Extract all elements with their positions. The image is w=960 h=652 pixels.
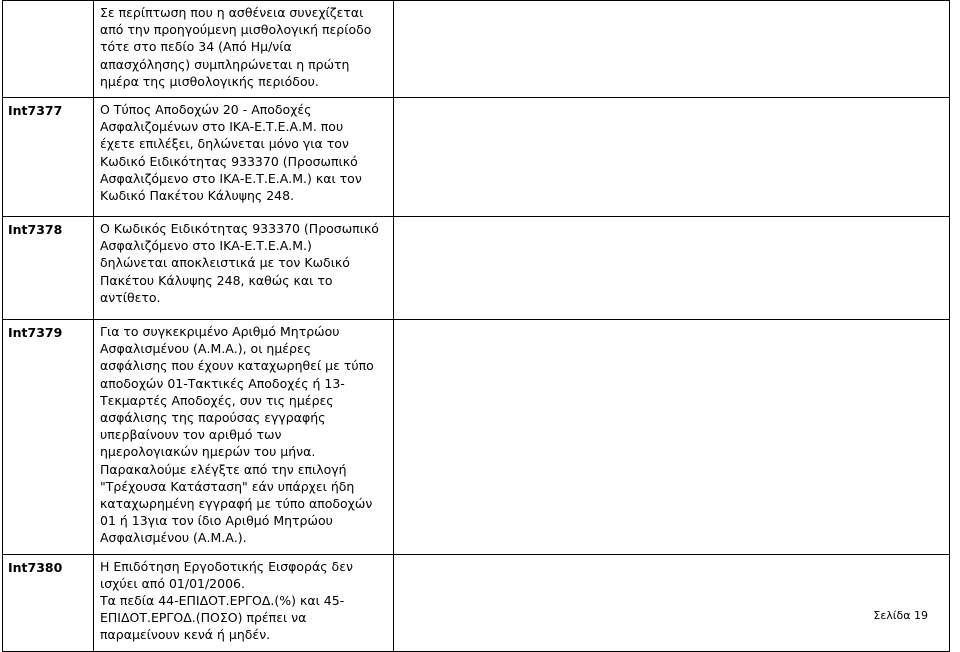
- description-line: Ασφαλισμένου (Α.Μ.Α.), οι ημέρες: [100, 341, 312, 357]
- empty-cell: [394, 98, 950, 217]
- error-description-cell: [94, 98, 394, 217]
- table-row: [3, 98, 950, 217]
- description-line: "Τρέχουσα Κατάσταση" εάν υπάρχει ήδη: [100, 478, 355, 494]
- description-line: Για το συγκεκριμένο Αριθμό Μητρώου: [100, 324, 340, 340]
- description-line: Σε περίπτωση που η ασθένεια συνεχίζεται: [100, 5, 364, 20]
- description-line: δηλώνεται αποκλειστικά με τον Κωδικό: [100, 255, 350, 271]
- description-line: ΕΠΙΔΟΤ.ΕΡΓΟΔ.(ΠΟΣΟ) πρέπει να: [100, 610, 307, 626]
- description-line: καταχωρημένη εγγραφή με τύπο αποδοχών: [100, 496, 373, 512]
- description-line: έχετε επιλέξει, δηλώνεται μόνο για τον: [100, 136, 349, 152]
- description-line: ισχύει από 01/01/2006.: [100, 575, 245, 591]
- description-line: 01 ή 13για τον ίδιο Αριθμό Μητρώου: [100, 513, 333, 529]
- description-line: Ασφαλισμένου (Α.Μ.Α.).: [100, 530, 247, 546]
- description-line: Κωδικό Πακέτου Κάλυψης 248.: [100, 188, 295, 204]
- description-line: Κωδικό Ειδικότητας 933370 (Προσωπικό: [100, 153, 358, 169]
- empty-cell: [394, 320, 950, 555]
- table-row: [3, 320, 950, 555]
- table-row: [3, 1, 950, 98]
- error-code-cell: [3, 1, 94, 98]
- error-description-cell: [94, 320, 394, 555]
- table-row: [3, 217, 950, 320]
- description-line: Ασφαλιζόμενο στο ΙΚΑ-Ε.Τ.Ε.Α.Μ.) και τον: [100, 170, 362, 186]
- error-description-cell: [94, 217, 394, 320]
- error-code-cell: Int7380: [3, 554, 94, 651]
- rules-table-body: [3, 1, 950, 652]
- error-description-cell: [94, 1, 394, 98]
- description-line: υπερβαίνουν τον αριθμό των: [100, 427, 282, 443]
- empty-cell: [394, 554, 950, 651]
- description-line: Παρακαλούμε ελέγξτε από την επιλογή: [100, 461, 347, 477]
- description-line: ασφάλισης της παρούσας εγγραφής: [100, 410, 326, 426]
- empty-cell: [394, 217, 950, 320]
- error-code-cell: Int7377: [3, 98, 94, 217]
- description-line: Τεκμαρτές Αποδοχές, συν τις ημέρες: [100, 392, 334, 408]
- description-line: Τα πεδία 44-ΕΠΙΔΟΤ.ΕΡΓΟΔ.(%) και 45-: [100, 593, 345, 609]
- description-line: ημερολογιακών ημερών του μήνα.: [100, 444, 316, 460]
- page-number: Σελίδα 19: [873, 609, 928, 622]
- description-line: απασχόλησης) συμπληρώνεται η πρώτη: [100, 56, 350, 72]
- table-row: [3, 554, 950, 651]
- description-line: τότε στο πεδίο 34 (Από Ημ/νία: [100, 39, 292, 55]
- error-description-cell: [94, 554, 394, 651]
- description-line: Ασφαλιζομένων στο ΙΚΑ-Ε.Τ.Ε.Α.Μ. που: [100, 119, 344, 135]
- description-line: Πακέτου Κάλυψης 248, καθώς και το: [100, 272, 333, 288]
- error-code-cell: Int7379: [3, 320, 94, 555]
- description-line: Ασφαλιζόμενο στο ΙΚΑ-Ε.Τ.Ε.Α.Μ.): [100, 238, 312, 254]
- description-line: αντίθετο.: [100, 289, 161, 305]
- description-line: παραμείνουν κενά ή μηδέν.: [100, 627, 271, 643]
- description-line: ημέρα της μισθολογικής περιόδου.: [100, 73, 319, 89]
- description-line: ασφάλισης που έχουν καταχωρηθεί με τύπο: [100, 358, 374, 374]
- error-code-cell: Int7378: [3, 217, 94, 320]
- description-line: από την προηγούμενη μισθολογική περίοδο: [100, 22, 372, 38]
- empty-cell: [394, 1, 950, 98]
- description-line: αποδοχών 01-Τακτικές Αποδοχές ή 13-: [100, 375, 345, 391]
- description-line: Η Επιδότηση Εργοδοτικής Εισφοράς δεν: [100, 558, 353, 574]
- description-line: Ο Τύπος Αποδοχών 20 - Αποδοχές: [100, 102, 312, 118]
- validation-rules-table: [2, 0, 950, 652]
- description-line: Ο Κωδικός Ειδικότητας 933370 (Προσωπικό: [100, 221, 379, 237]
